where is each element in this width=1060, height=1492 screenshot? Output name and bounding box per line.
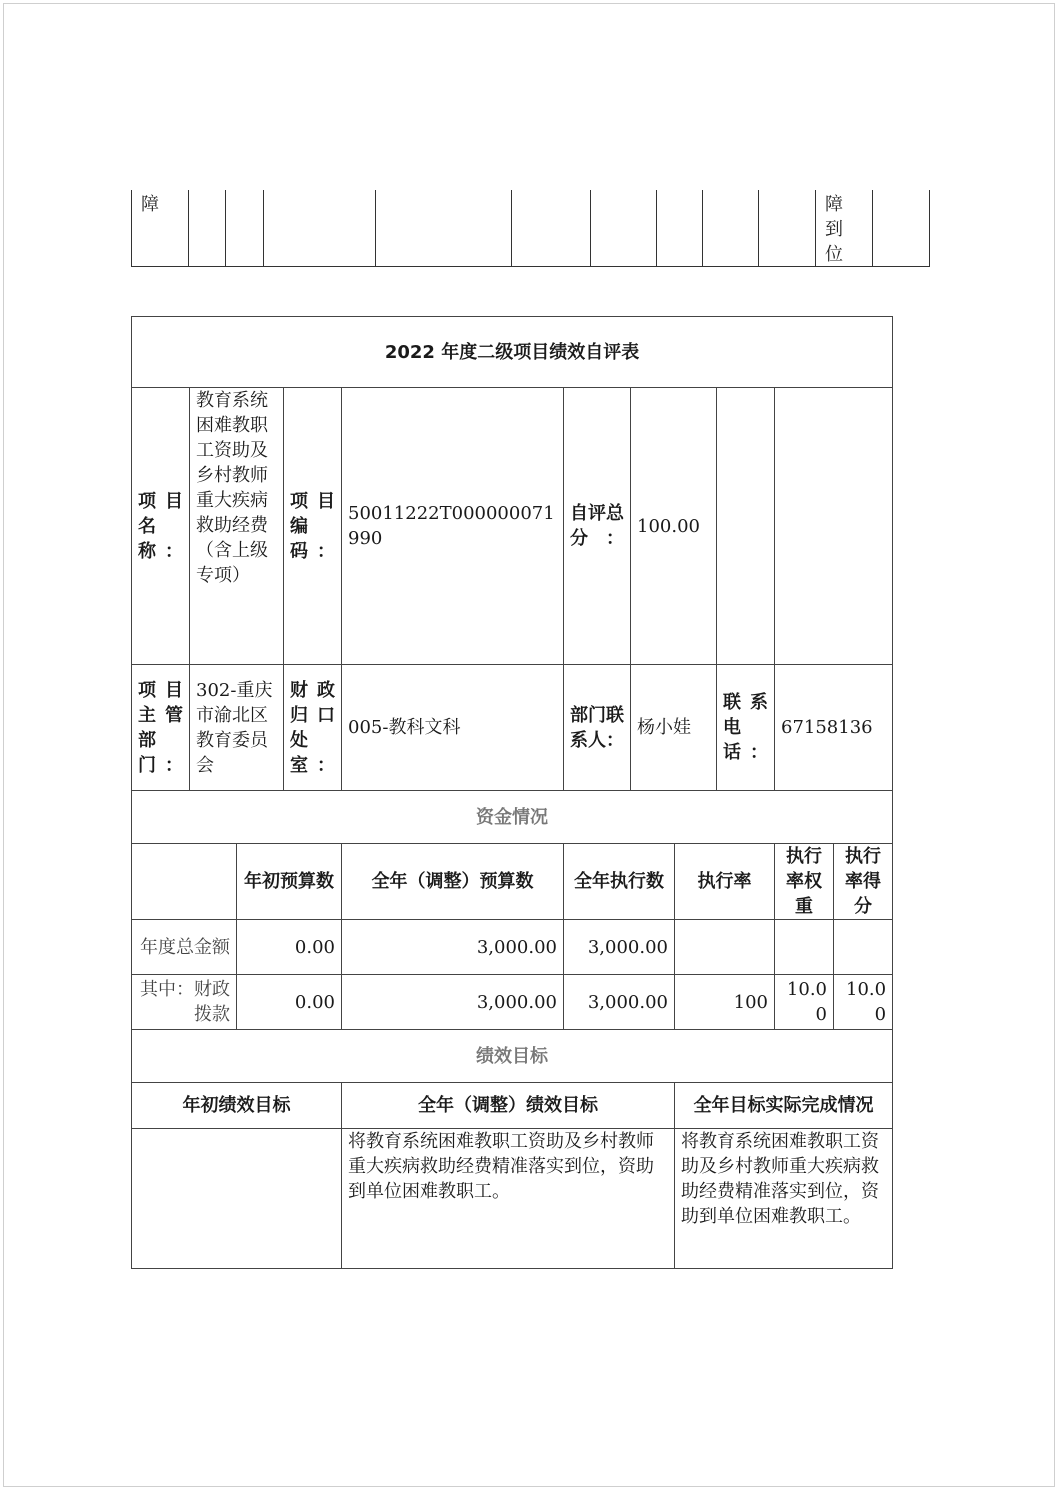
goals-header-initial: 年初绩效目标 (132, 1083, 342, 1129)
funds-row-initial: 0.00 (237, 975, 342, 1030)
fragment-divider (131, 190, 132, 267)
phone-label: 联系电话： (717, 665, 775, 791)
funds-row-initial: 0.00 (237, 920, 342, 975)
fragment-divider (188, 190, 189, 267)
department-value: 302-重庆市渝北区教育委员会 (190, 665, 284, 791)
funds-row-label: 年度总金额 (132, 920, 237, 975)
fragment-divider (263, 190, 264, 267)
funds-row-adjusted: 3,000.00 (342, 920, 564, 975)
page-title: 2022 年度二级项目绩效自评表 (132, 317, 893, 388)
project-name-label: 项目名称： (132, 388, 190, 665)
fragment-divider (702, 190, 703, 267)
funds-header-blank (132, 844, 237, 920)
fragment-left-text: 障 (141, 194, 159, 215)
funds-row-rate (675, 920, 775, 975)
funds-header-adjusted: 全年（调整）预算数 (342, 844, 564, 920)
finance-office-value: 005-教科文科 (342, 665, 564, 791)
funds-header-initial: 年初预算数 (237, 844, 342, 920)
project-code-value: 50011222T000000071990 (342, 388, 564, 665)
fragment-divider (929, 190, 930, 267)
goal-initial-text (132, 1129, 342, 1269)
fragment-divider (511, 190, 512, 267)
empty-cell (775, 388, 893, 665)
fragment-divider (872, 190, 873, 267)
funds-row-executed: 3,000.00 (564, 975, 675, 1030)
funds-header-executed: 全年执行数 (564, 844, 675, 920)
goal-adjusted-text: 将教育系统困难教职工资助及乡村教师重大疾病救助经费精准落实到位，资助到单位困难教职工。 (342, 1129, 675, 1269)
contact-value: 杨小娃 (631, 665, 717, 791)
fragment-bottom-border (131, 266, 930, 267)
goals-header-adjusted: 全年（调整）绩效目标 (342, 1083, 675, 1129)
finance-office-label: 财政归口处室： (284, 665, 342, 791)
funds-header-score: 执行率得分 (834, 844, 893, 920)
fragment-divider (225, 190, 226, 267)
self-score-value: 100.00 (631, 388, 717, 665)
funds-header-rate: 执行率 (675, 844, 775, 920)
fragment-divider (375, 190, 376, 267)
goal-actual-text: 将教育系统困难教职工资助及乡村教师重大疾病救助经费精准落实到位，资助到单位困难教职工。 (675, 1129, 893, 1269)
funds-row-score: 10.00 (834, 975, 893, 1030)
project-name-value: 教育系统困难教职工资助及乡村教师重大疾病救助经费（含上级专项） (190, 388, 284, 665)
funds-section-title: 资金情况 (132, 791, 893, 844)
fragment-right-text: 障到位 (825, 194, 843, 265)
funds-row-adjusted: 3,000.00 (342, 975, 564, 1030)
funds-row-weight: 10.00 (775, 975, 834, 1030)
goals-header-actual: 全年目标实际完成情况 (675, 1083, 893, 1129)
fragment-divider (656, 190, 657, 267)
funds-header-weight: 执行率权重 (775, 844, 834, 920)
previous-table-fragment (131, 190, 930, 267)
project-code-label: 项目编码： (284, 388, 342, 665)
funds-row-weight (775, 920, 834, 975)
empty-cell (717, 388, 775, 665)
fragment-divider (815, 190, 816, 267)
funds-row-rate: 100 (675, 975, 775, 1030)
fragment-divider (758, 190, 759, 267)
goals-section-title: 绩效目标 (132, 1030, 893, 1083)
funds-row-executed: 3,000.00 (564, 920, 675, 975)
department-label: 项目主管部门： (132, 665, 190, 791)
contact-label: 部门联系人： (564, 665, 631, 791)
funds-row-score (834, 920, 893, 975)
phone-value: 67158136 (775, 665, 893, 791)
self-score-label: 自评总分： (564, 388, 631, 665)
funds-row-label: 其中：财政拨款 (132, 975, 237, 1030)
fragment-divider (590, 190, 591, 267)
self-evaluation-table (131, 316, 893, 1269)
